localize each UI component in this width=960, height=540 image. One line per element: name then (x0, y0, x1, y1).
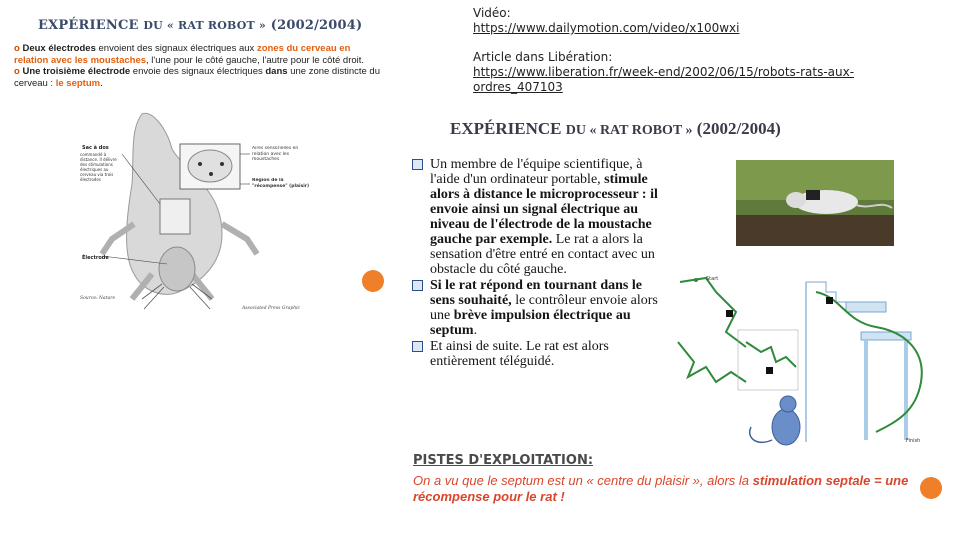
article-label: Article dans Libération: (473, 50, 613, 64)
rat-photo (736, 160, 894, 246)
article-link[interactable]: https://www.liberation.fr/week-end/2002/06/15/robots-rats-aux-ordres_407103 (473, 65, 855, 94)
label-electrode: Électrode (82, 255, 109, 261)
label-credit: Associated Press Graphic (242, 306, 301, 311)
main-title: EXPÉRIENCE DU « RAT ROBOT » (2002/2004) (450, 119, 781, 138)
left-bullet-1: o Deux électrodes envoient des signaux électriques aux zones du cerveau en relation avec les moustaches, l'une pour le côté gauche, l'autre pour le côté droit. (14, 43, 365, 66)
square-bullet-icon (412, 280, 423, 291)
body-paragraph-2: Si le rat répond en tournant dans le sens souhaité, le contrôleur envoie alors une brève impulsion électrique au septum. (412, 278, 664, 338)
video-label: Vidéo: (473, 6, 511, 20)
links-block (473, 6, 933, 95)
video-link[interactable]: https://www.dailymotion.com/video/x100wxi (473, 21, 740, 35)
label-source: Source: Nature (80, 296, 116, 301)
label-region: Région de la "récompense" (plaisir) (252, 178, 310, 189)
label-sac-desc: commandé à distance. Il délivre des stimulations électriques au cerveau via trois électrodes (80, 152, 117, 182)
main-body (412, 157, 664, 370)
bullet-marker: o (14, 66, 23, 77)
left-bullets (14, 43, 382, 89)
bullet-marker: o (14, 43, 23, 54)
square-bullet-icon (412, 341, 423, 352)
maze-start-label: Start (706, 276, 719, 282)
pistes-text: On a vu que le septum est un « centre du plaisir », alors la stimulation septale = une récompense pour le rat ! (413, 473, 909, 504)
left-title: EXPÉRIENCE DU « RAT ROBOT » (2002/2004) (38, 18, 363, 33)
pistes-title: PISTES D'EXPLOITATION: (413, 453, 594, 468)
left-bullet-2: o Une troisième électrode envoie des signaux électriques dans une zone distincte du cerveau : le septum. (14, 66, 380, 89)
square-bullet-icon (412, 159, 423, 170)
rat-trajectory-diagram (676, 272, 948, 452)
body-paragraph-1: Un membre de l'équipe scientifique, à l'aide d'un ordinateur portable, stimule alors à distance le microprocesseur : il envoie ainsi un signal électrique au niveau de l'électrode de la moustache gauche par exemple. Le rat a alors la sensation d'être entré en contact avec un obstacle du côté gauche. (412, 157, 664, 277)
body-paragraph-3: Et ainsi de suite. Le rat est alors entièrement téléguidé. (412, 339, 664, 369)
rat-electrode-diagram (72, 104, 312, 314)
decor-dot-middle (362, 270, 384, 292)
decor-dot-bottom-right (920, 477, 942, 499)
maze-finish-label: Finish (906, 438, 921, 444)
label-sac: Sac à dos (82, 145, 109, 151)
label-aires: Aires sensorielles en relation avec les moustaches (252, 146, 299, 162)
